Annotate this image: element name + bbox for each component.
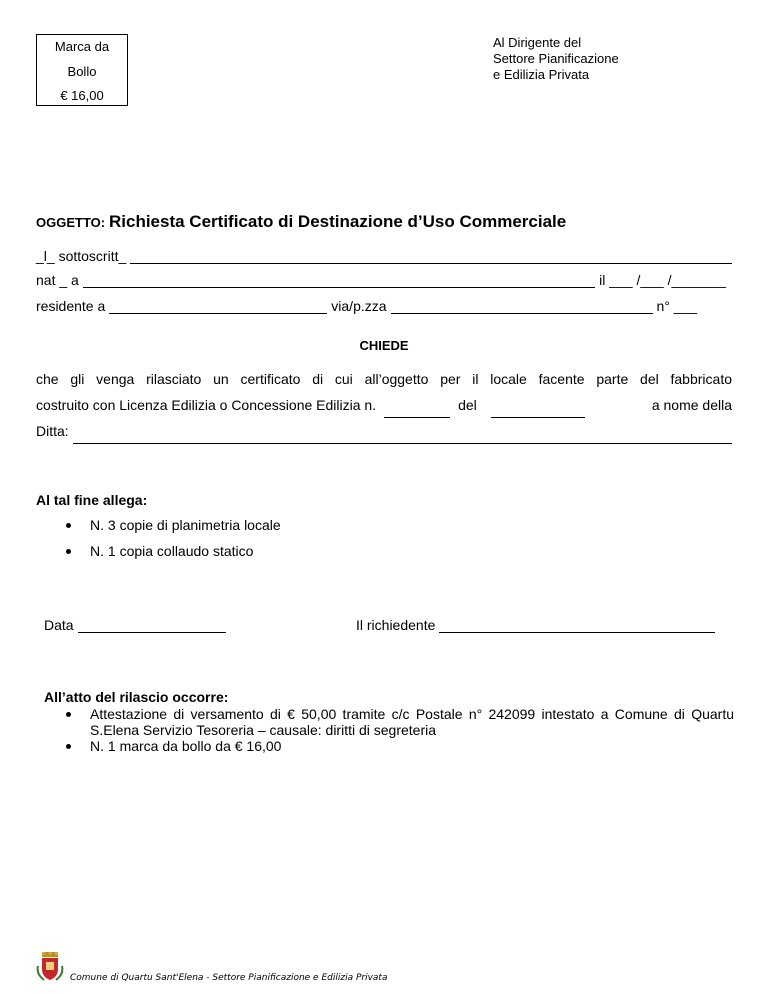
municipal-coat-of-arms-icon [36,952,64,985]
bullet-icon [66,549,71,554]
request-text-line-1: che gli venga rilasciato un certificato di cui all’oggetto per il locale facente parte del fabbricato [36,371,732,387]
recipient-address [493,35,619,83]
signatory-label: _l_ sottoscritt_ [36,248,127,264]
list-item [66,706,734,738]
form-line-signatory [36,248,732,264]
footer-text: Comune di Quartu Sant'Elena - Settore Pianificazione e Edilizia Privata [70,973,388,983]
form-line-residence [36,298,732,314]
licence-date-field[interactable] [491,405,585,418]
stamp-line-1: Marca da [54,39,110,54]
applicant-line [356,617,719,633]
subject-label: OGGETTO: [36,215,106,230]
attachment-item-text: N. 1 copia collaudo statico [90,543,254,559]
owner-label: a nome della [651,397,732,413]
subject-line [36,212,566,232]
licence-date-label: del [458,397,477,413]
company-name-field[interactable] [73,431,732,444]
bullet-icon [66,744,71,749]
date-label: Data [44,617,74,633]
bullet-icon [66,523,71,528]
resident-label: residente a [36,298,106,314]
page-footer [36,952,387,985]
recipient-line-2: Settore Pianificazione [493,51,619,66]
request-text-line-2 [36,392,732,418]
house-number-label: n° ___ [656,298,698,314]
stamp-line-3: € 16,00 [60,88,104,103]
release-item-text: Attestazione di versamento di € 50,00 tramite c/c Postale n° 242099 intestato a Comune di Quartu S.Elena Servizio Tesoreria – causale: diritti di segreteria [90,706,734,738]
revenue-stamp-box [36,34,128,106]
subject-text: Richiesta Certificato di Destinazione d’Uso Commerciale [109,212,567,231]
street-label: via/p.zza [331,298,387,314]
stamp-line-2: Bollo [67,64,97,79]
form-line-birth [36,272,732,288]
date-field[interactable] [78,620,226,633]
release-list [66,706,734,754]
attachment-item-text: N. 3 copie di planimetria locale [90,517,281,533]
licence-label: costruito con Licenza Edilizia o Concessione Edilizia n. [36,397,377,413]
request-text-line-3 [36,418,732,444]
residence-city-field[interactable] [109,301,327,314]
signatory-name-field[interactable] [130,251,732,264]
release-heading: All’atto del rilascio occorre: [44,689,229,705]
release-item-text: N. 1 marca da bollo da € 16,00 [90,738,282,754]
request-heading: CHIEDE [359,338,409,353]
request-paragraph [36,366,732,444]
date-line [44,617,230,633]
applicant-signature-field[interactable] [439,620,715,633]
born-label: nat _ a [36,272,79,288]
list-item [66,738,734,754]
recipient-line-1: Al Dirigente del [493,35,582,50]
bullet-icon [66,712,71,717]
attachments-heading: Al tal fine allega: [36,492,148,508]
licence-number-field[interactable] [384,405,450,418]
company-label: Ditta: [36,423,69,439]
applicant-label: Il richiedente [356,617,436,633]
birthdate-label: il ___ /___ /_______ [599,272,726,288]
recipient-line-3: e Edilizia Privata [493,67,590,82]
birthplace-field[interactable] [83,275,595,288]
street-field[interactable] [391,301,653,314]
